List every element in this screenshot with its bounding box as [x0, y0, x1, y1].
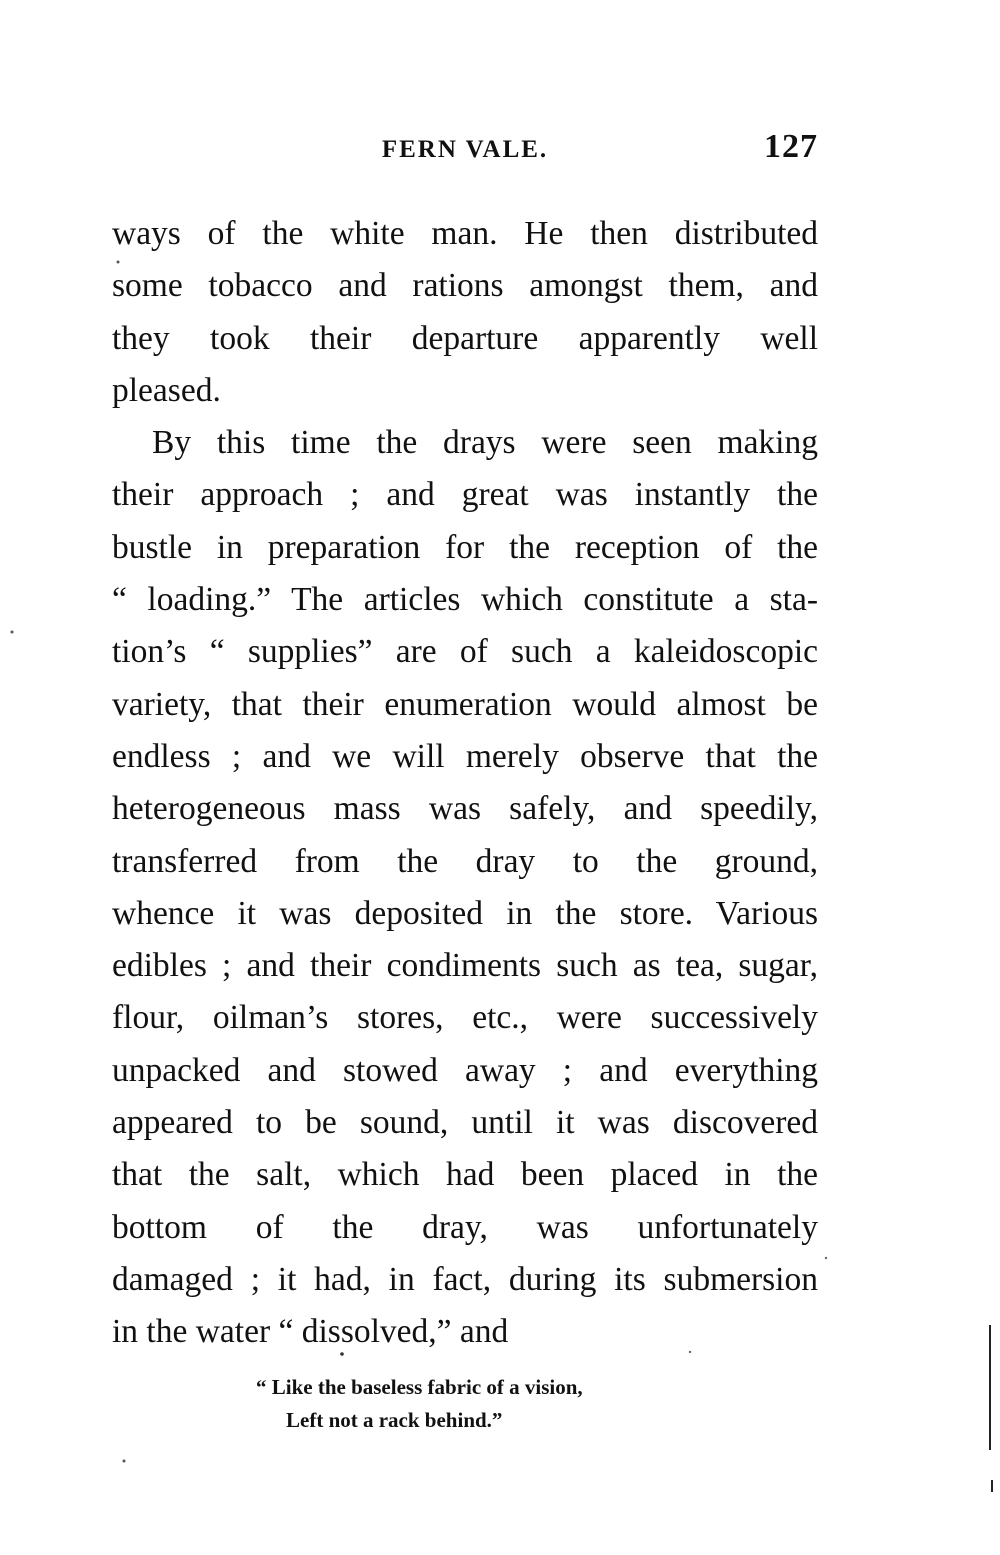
text-line: their approach ; and great was instantly the: [112, 476, 818, 514]
paragraph-start-line: By this time the drays were seen making: [152, 424, 818, 462]
text-line: unpacked and stowed away ; and everything: [112, 1051, 818, 1089]
text-line: variety, that their enumeration would almost be: [112, 685, 818, 723]
running-head: [112, 128, 818, 172]
page-number: 127: [764, 128, 818, 165]
text-line: bottom of the dray, was unfortunately: [112, 1208, 818, 1246]
text-line: whence it was deposited in the store. Various: [112, 894, 818, 932]
text-line: tion’s “ supplies” are of such a kaleidoscopic: [112, 633, 818, 671]
text-line: they took their departure apparently well: [112, 319, 818, 357]
text-line: some tobacco and rations amongst them, and: [112, 267, 818, 305]
text-line: bustle in preparation for the reception of the: [112, 528, 818, 566]
text-line: endless ; and we will merely observe that the: [112, 737, 818, 775]
text-line: pleased.: [112, 371, 221, 409]
text-line: appeared to be sound, until it was discovered: [112, 1104, 818, 1142]
verse-quotation: [256, 1371, 583, 1437]
text-line: “ loading.” The articles which constitute a sta-: [112, 581, 818, 619]
body-text: [112, 208, 818, 1359]
text-line: damaged ; it had, in fact, during its submersion: [112, 1260, 818, 1298]
text-line: transferred from the dray to the ground,: [112, 842, 818, 880]
text-line: edibles ; and their condiments such as tea, sugar,: [112, 947, 818, 985]
quote-line-2: Left not a rack behind.”: [286, 1408, 503, 1432]
quote-line-1: “ Like the baseless fabric of a vision,: [256, 1375, 583, 1399]
text-line: ways of the white man. He then distributed: [112, 215, 818, 252]
text-line: that the salt, which had been placed in the: [112, 1156, 818, 1194]
text-line: flour, oilman’s stores, etc., were successively: [112, 999, 818, 1037]
running-title: FERN VALE.: [381, 136, 549, 163]
text-line: heterogeneous mass was safely, and speedily,: [112, 790, 818, 828]
text-line: in the water “ dissolved,” and: [112, 1313, 509, 1351]
